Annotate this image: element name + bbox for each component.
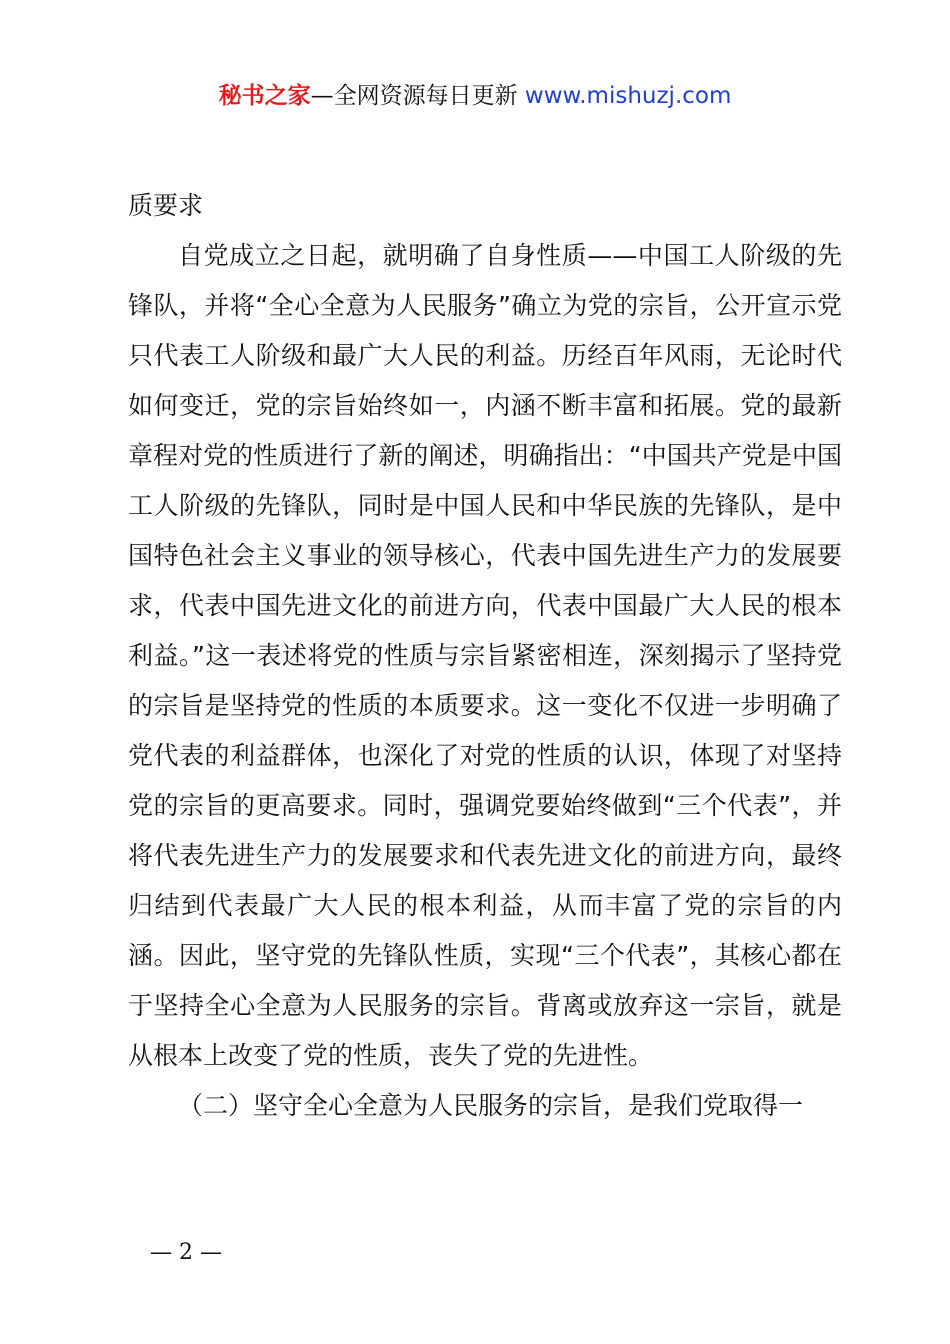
paragraph-section-heading: （二）坚守全心全意为人民服务的宗旨，是我们党取得一 [178,1091,804,1120]
paragraph-main: 自党成立之日起，就明确了自身性质——中国工人阶级的先锋队，并将“全心全意为人民服务”确立为党的宗旨，公开宣示党只代表工人阶级和最广大人民的利益。历经百年风雨，无论时代如何变迁，党的宗旨始终如一，内涵不断丰富和拓展。党的最新章程对党的性质进行了新的阐述，明确指出：“中国共产党是中国工人阶级的先锋队，同时是中国人民和中华民族的先锋队，是中国特色社会主义事业的领导核心，代表中国先进生产力的发展要求，代表中国先进文化的前进方向，代表中国最广大人民的根本利益。”这一表述将党的性质与宗旨紧密相连，深刻揭示了坚持党的宗旨是坚持党的性质的本质要求。这一变化不仅进一步明确了党代表的利益群体，也深化了对党的性质的认识，体现了对坚持党的宗旨的更高要求。同时，强调党要始终做到“三个代表”，并将代表先进生产力的发展要求和代表先进文化的前进方向，最终归结到代表最广大人民的根本利益，从而丰富了党的宗旨的内涵。因此，坚守党的先锋队性质，实现“三个代表”，其核心都在于坚持全心全意为人民服务的宗旨。背离或放弃这一宗旨，就是从根本上改变了党的性质，丧失了党的先进性。 [128,241,842,1070]
page-number: — 2 — [150,1240,222,1265]
header-site-link[interactable]: www.mishuzj.com [524,83,732,109]
page-header [0,80,950,112]
header-tagline: —全网资源每日更新 [310,83,518,109]
document-body [128,181,842,1131]
header-brand: 秘书之家 [218,83,311,109]
paragraph-continuation: 质要求 [128,191,204,220]
